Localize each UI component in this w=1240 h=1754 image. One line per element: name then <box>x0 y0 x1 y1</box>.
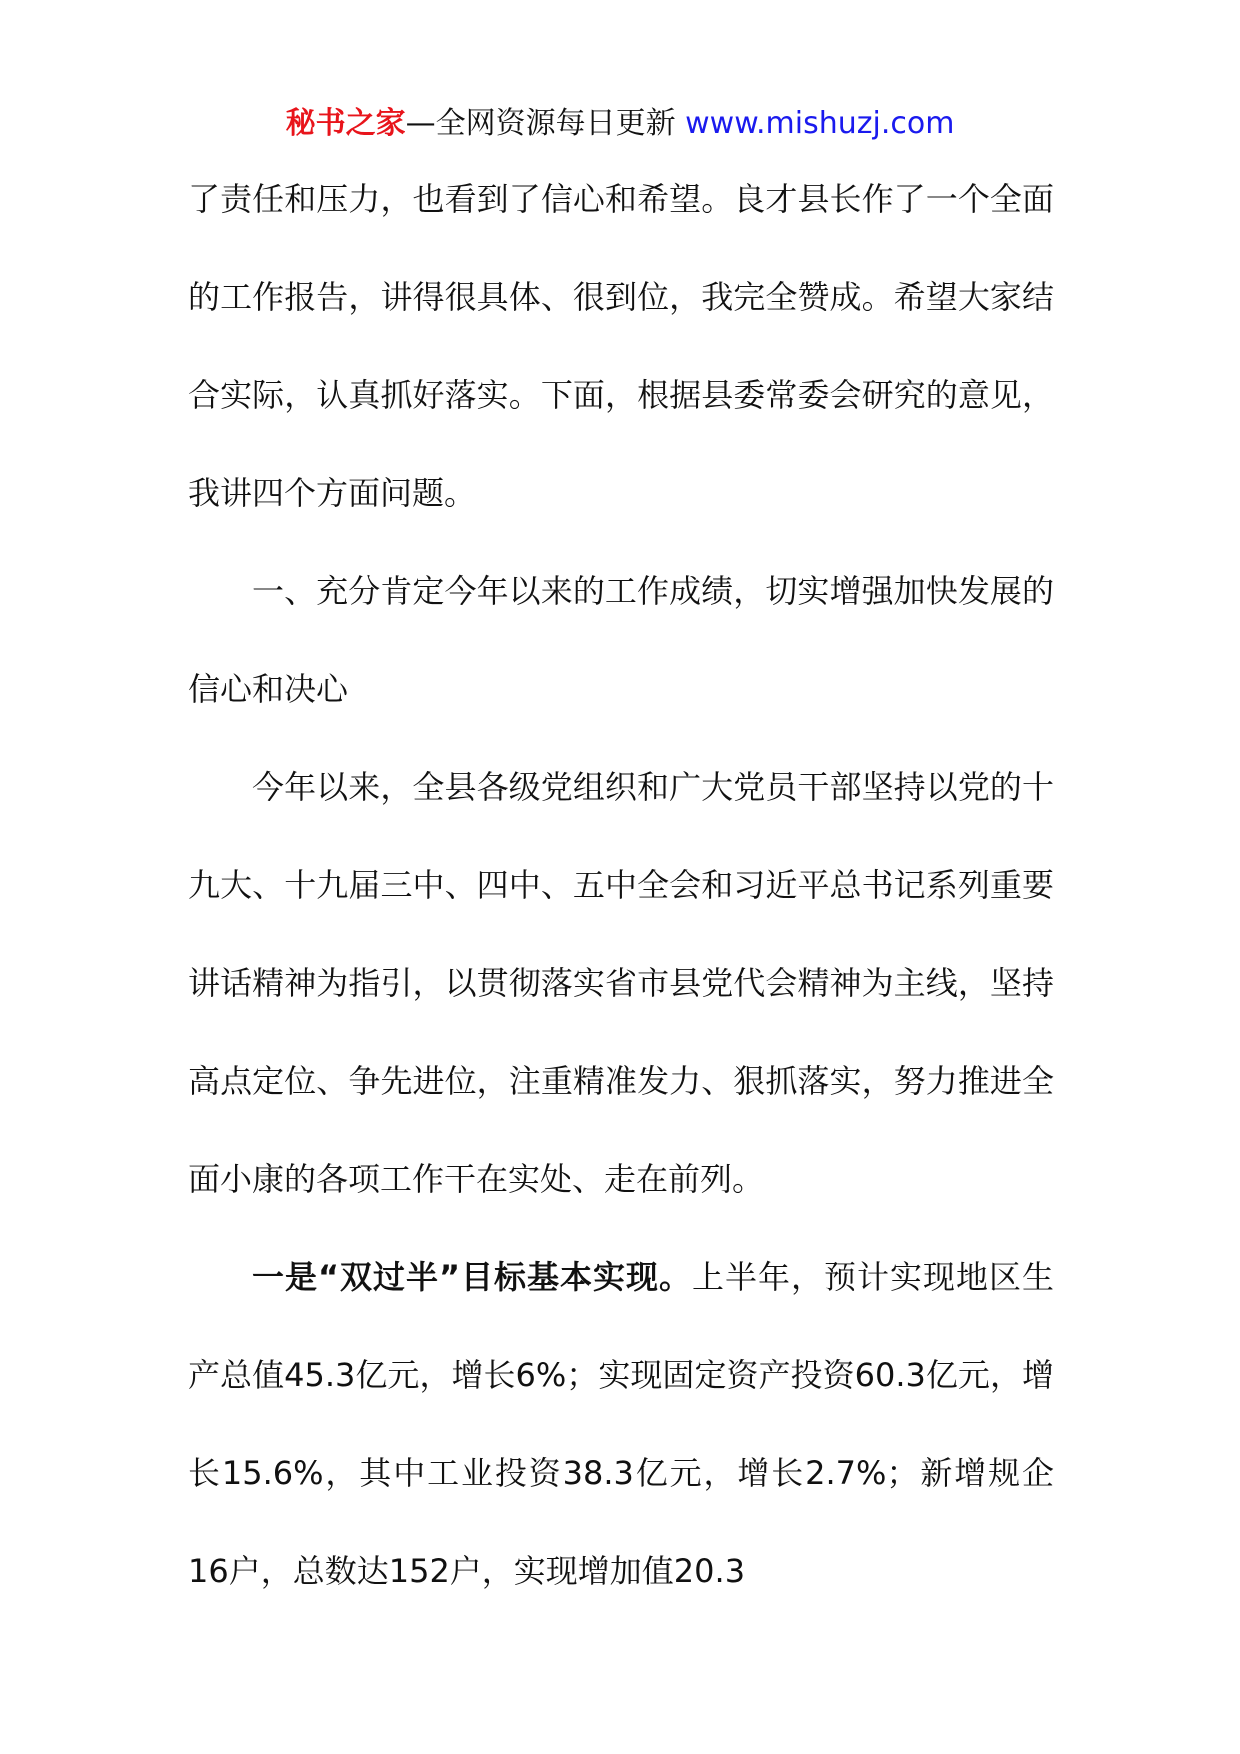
section-heading-1: 一、充分肯定今年以来的工作成绩，切实增强加快发展的信心和决心 <box>188 572 1054 708</box>
document-body <box>188 150 1054 1620</box>
paragraph-achievements: 今年以来，全县各级党组织和广大党员干部坚持以党的十九大、十九届三中、四中、五中全会和习近平总书记系列重要讲话精神为指引，以贯彻落实省市县党代会精神为主线，坚持高点定位、争先进位，注重精准发力、狠抓落实，努力推进全面小康的各项工作干在实处、走在前列。 <box>188 768 1054 1198</box>
paragraph-double-half <box>188 1228 1054 1620</box>
paragraph-intro: 了责任和压力，也看到了信心和希望。良才县长作了一个全面的工作报告，讲得很具体、很到位，我完全赞成。希望大家结合实际，认真抓好落实。下面，根据县委常委会研究的意见，我讲四个方面问题。 <box>188 180 1054 512</box>
site-brand: 秘书之家 <box>285 106 406 141</box>
paragraph-body-text: 上半年，预计实现地区生产总值45.3亿元，增长6%；实现固定资产投资60.3亿元，增长15.6%，其中工业投资38.3亿元，增长2.7%；新增规企16户，总数达152户，实现增加值20.3 <box>188 1258 1054 1590</box>
site-slogan: —全网资源每日更新 <box>405 106 676 141</box>
paragraph-lead-bold: 一是“双过半”目标基本实现。 <box>252 1258 693 1296</box>
site-header <box>0 102 1240 146</box>
site-url-link[interactable]: www.mishuzj.com <box>685 106 955 141</box>
